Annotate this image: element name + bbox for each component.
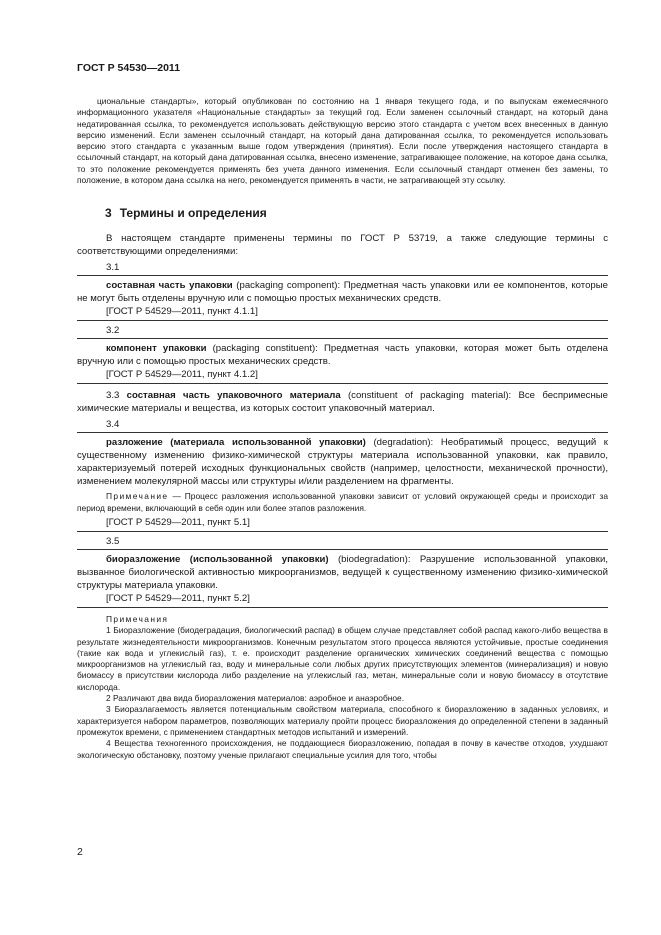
term-name: разложение (материала использованной упаковки) [106, 437, 366, 449]
note-4: 4 Вещества техногенного происхождения, не поддающиеся биоразложению, попадая в почву в качестве отходов, ухудшают экологическую обстановку, поэтому ученые прилагают специальные усилия для того, чтобы [77, 738, 608, 760]
section-intro: В настоящем стандарте применены термины по ГОСТ Р 53719, а также следующие термины с соответствующими определениями: [77, 233, 608, 258]
term-number-3-1: 3.1 [106, 262, 120, 274]
term-number-3-2: 3.2 [106, 325, 120, 337]
note-3: 3 Биоразлагаемость является потенциальным свойством материала, способного к биоразложению в заданных условиях, и характеризуется набором параметров, позволяющих материалу пройти процесс биоразложения до определенной степени в заданный промежуток времени, с применением стандартных методов испытаний и измерений. [77, 704, 608, 737]
term-entry-3-5 [77, 549, 608, 608]
term-text: (packaging constituent): Предметная часть упаковки, которая может быть отделена вручную или с помощью простых механических средств. [77, 343, 608, 368]
term-definition-3-5 [77, 553, 608, 592]
term-reference: [ГОСТ Р 54529—2011, пункт 5.2] [106, 592, 250, 604]
term-text: (biodegradation): Разрушение использованной упаковки, вызванное биологической активностью микроорганизмов, ведущей к существенному изменению физико-химической структуры материала упаковки. [77, 553, 608, 591]
note-1: 1 Биоразложение (биодеградация, биологический распад) в общем случае представляет собой распад какого-либо вещества в результате жизнедеятельности микроорганизмов. Конечным результатом этого процесса являются устойчивые, простые соединения (такие как вода и углекислый газ), т. е. происходит разделение органических химических соединений вещества с помощью микроорганизмов на углекислый газ, воду и минеральные соли любых других присутствующих элементов (минерализация) и новую биомассу в присутствии кислорода либо разделение на углекислый газ, метан, минеральные соли и новую биомассу в отсутствие кислорода. [77, 625, 608, 692]
page-number: 2 [77, 846, 83, 858]
term-number-3-3: 3.3 [106, 390, 120, 402]
note-text: — Процесс разложения использованной упаковки зависит от условий окружающей среды и происходит за период времени, включающий в себя один или более этапов разложения. [77, 491, 608, 513]
term-note [77, 491, 608, 514]
section-heading [105, 206, 608, 220]
notes-title: Примечания [106, 613, 169, 624]
note-label: Примечание [106, 491, 169, 502]
note-2: 2 Различают два вида биоразложения материалов: аэробное и анаэробное. [106, 693, 405, 704]
term-definition-3-4 [77, 436, 608, 488]
term-number-3-4: 3.4 [106, 419, 120, 431]
intro-paragraph: циональные стандарты», который опубликован по состоянию на 1 января текущего года, и по выпускам ежемесячного информационного указателя «Национальные стандарты» за текущий год. Если заменен ссылочный стандарт, на который дана недатированная ссылка, то рекомендуется использовать действующую версию этого стандарта с учетом всех внесенных в данную версию изменений. Если заменен ссылочный стандарт, на который дана датированная ссылка, то рекомендуется использовать версию этого стандарта с указанным выше годом утверждения (принятия). Если после утверждения настоящего стандарта в ссылочный стандарт, на который дана датированная ссылка, внесено изменение, затрагивающее положение, на которое дана ссылка, то это положение рекомендуется применять без учета данного изменения. Если ссылочный стандарт отменен без замены, то положение, в котором дана ссылка на него, рекомендуется применять в части, не затрагивающей эту ссылку. [77, 96, 608, 186]
term-text: (packaging component): Предметная часть упаковки или ее компонентов, которые не могут быть отделены вручную или с помощью простых механических средств. [77, 280, 608, 305]
term-name: биоразложение (использованной упаковки) [106, 553, 329, 565]
term-definition-3-1 [77, 279, 608, 305]
term-name: составная часть упаковки [106, 280, 233, 292]
term-reference: [ГОСТ Р 54529—2011, пункт 5.1] [106, 516, 250, 528]
term-entry-3-3 [77, 389, 608, 415]
term-reference: [ГОСТ Р 54529—2011, пункт 4.1.1] [106, 306, 258, 318]
section-number: 3 [105, 206, 112, 221]
term-entry-3-1 [77, 275, 608, 321]
term-entry-3-4 [77, 432, 608, 532]
page-content [77, 96, 608, 761]
term-text: (degradation): Необратимый процесс, ведущий к существенному изменению физико-химической структуры материала использованной упаковки, как правило, характеризуемый потерей исходных функциональных свойств (например, целостности, механической прочности), изменением молекулярной массы или структуры и/или разделением на фрагменты. [77, 437, 608, 488]
section-title: Термины и определения [119, 206, 267, 221]
term-entry-3-2 [77, 338, 608, 384]
term-number-3-5: 3.5 [106, 535, 120, 547]
term-name: компонент упаковки [106, 343, 207, 355]
term-name: составная часть упаковочного материала [126, 390, 341, 402]
term-reference: [ГОСТ Р 54529—2011, пункт 4.1.2] [106, 369, 258, 381]
term-text: (constituent of packaging material): Все беспримесные химические материалы и вещества, из которых состоит упаковочный материал. [77, 390, 608, 415]
document-header: ГОСТ Р 54530—2011 [77, 62, 181, 74]
term-definition-3-2 [77, 342, 608, 368]
